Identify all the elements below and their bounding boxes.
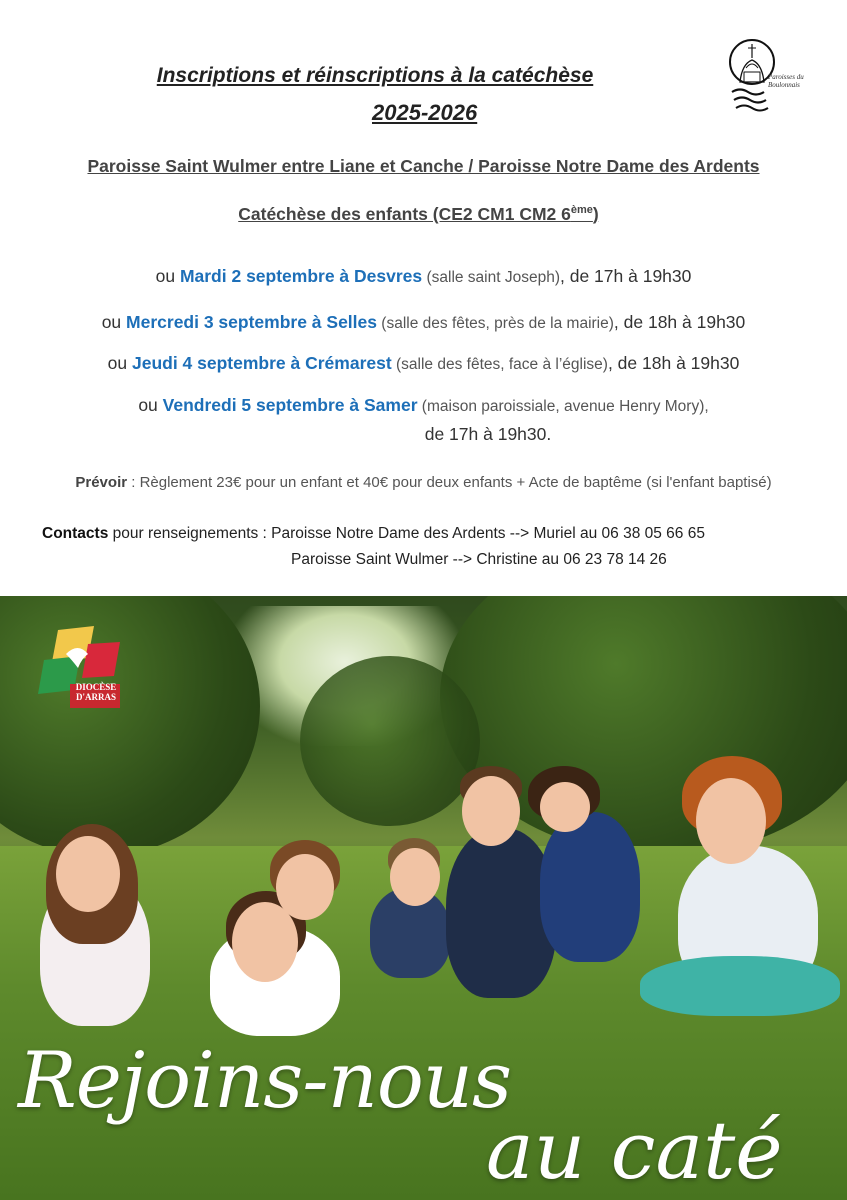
session-or: ou	[101, 312, 127, 332]
group-heading-close: )	[592, 204, 599, 224]
session-or: ou	[138, 395, 163, 415]
group-heading-sup: ème	[570, 204, 593, 217]
contacts-label: Contacts	[42, 525, 109, 542]
slogan-line-1: Rejoins-nous	[18, 1036, 512, 1126]
session-time: , de 18h à 19h30	[607, 353, 740, 373]
diocese-line-1: DIOCÈSE	[75, 682, 117, 692]
child-7-face	[696, 778, 766, 864]
session-day: Vendredi 5 septembre à Samer	[162, 395, 418, 415]
session-desvres	[0, 266, 847, 287]
poster-photo	[0, 596, 847, 1200]
parishes-heading: Paroisse Saint Wulmer entre Liane et Canche / Paroisse Notre Dame des Ardents	[87, 156, 760, 176]
session-place: (salle des fêtes, face à l’église)	[391, 356, 608, 373]
session-time: , de 18h à 19h30	[613, 312, 746, 332]
title-line-2: 2025-2026	[372, 100, 478, 125]
slogan-line-2: au caté	[486, 1104, 783, 1197]
requirements-line	[0, 474, 847, 491]
requirements-label: Prévoir	[75, 474, 128, 491]
child-1-face	[56, 836, 120, 912]
group-heading-text: Catéchèse des enfants (CE2 CM1 CM2 6	[238, 204, 571, 224]
session-time: , de 17h à 19h30	[560, 266, 692, 286]
child-3-face	[276, 854, 334, 920]
session-cremarest	[0, 353, 847, 374]
session-samer	[0, 395, 847, 416]
child-4-face	[390, 848, 440, 906]
session-day: Mercredi 3 septembre à Selles	[126, 312, 377, 332]
parish-logo	[726, 24, 808, 118]
session-day: Mardi 2 septembre à Desvres	[179, 266, 423, 286]
contacts-line-1	[42, 525, 705, 543]
child-7-shorts	[640, 956, 840, 1016]
group-heading	[0, 204, 837, 225]
session-or: ou	[107, 353, 132, 373]
session-place: (maison paroissiale, avenue Henry Mory),	[417, 398, 709, 415]
child-6	[540, 812, 640, 962]
requirements-text: : Règlement 23€ pour un enfant et 40€ pour deux enfants + Acte de baptême (si l'enfant baptisé)	[127, 474, 772, 491]
tree-middle	[300, 656, 480, 826]
session-samer-time: de 17h à 19h30.	[424, 424, 552, 444]
diocese-name	[72, 682, 120, 702]
contacts-text-1: pour renseignements : Paroisse Notre Dame des Ardents --> Muriel au 06 38 05 66 65	[108, 525, 705, 542]
session-selles	[0, 312, 847, 333]
child-6-face	[540, 782, 590, 832]
contacts-line-2: Paroisse Saint Wulmer --> Christine au 06 23 78 14 26	[291, 551, 667, 568]
session-or: ou	[155, 266, 180, 286]
child-5-face	[462, 776, 520, 846]
session-day: Jeudi 4 septembre à Crémarest	[131, 353, 392, 373]
session-place: (salle des fêtes, près de la mairie)	[377, 315, 614, 332]
diocese-line-2: D'ARRAS	[75, 692, 116, 702]
session-place: (salle saint Joseph)	[422, 269, 560, 286]
parish-logo-text: Paroisses du Boulonnais	[768, 73, 804, 89]
title-line-1: Inscriptions et réinscriptions à la catéchèse	[156, 64, 594, 87]
